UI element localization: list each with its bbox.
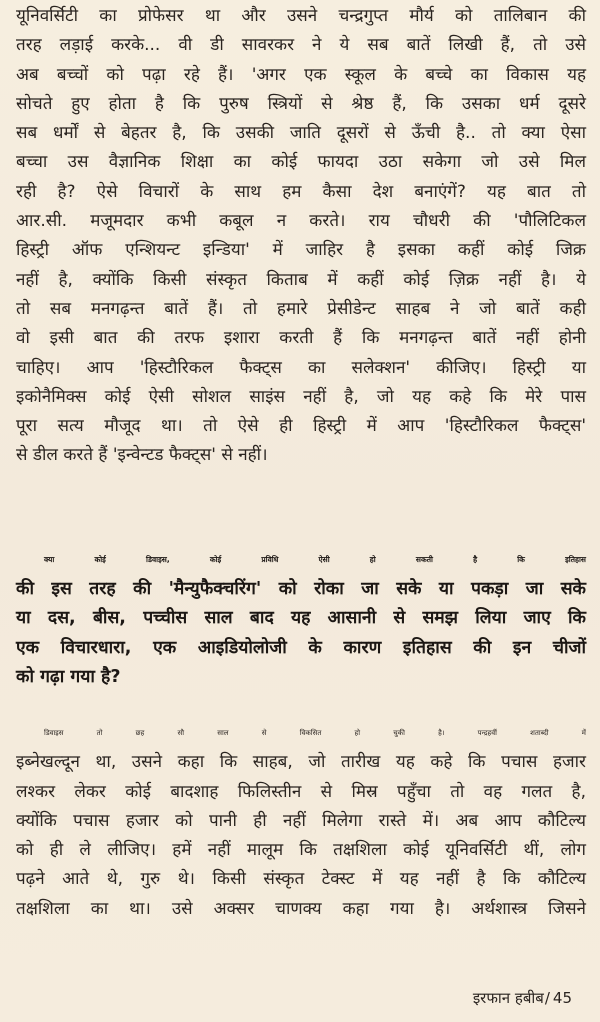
question-line: एक विचारधारा, एक आइडियोलोजी के कारण इतिहास की इन चीजों (16, 637, 586, 658)
footer-author: इरफान हबीब (472, 989, 544, 1007)
text-line: इब्नेखल्दून था, उसने कहा कि साहब, जो तारीख यह कहे कि पचास हजार (16, 752, 586, 773)
text-line: से डील करते हैं 'इन्वेन्टड फैक्ट्स' से नहीं। (16, 445, 268, 466)
page-footer (473, 988, 572, 1008)
text-line: तो सब मनगढ़न्त बातें हैं। तो हमारे प्रेसीडेन्ट साहब ने जो बातें कही (16, 298, 586, 319)
paragraph-1 (16, 2, 586, 471)
text-line: तक्षशिला का था। उसे अक्सर चाणक्य कहा गया है। अर्थशास्त्र जिसने (16, 898, 586, 919)
question-line: को गढ़ा गया है? (16, 667, 121, 687)
text-line: डिवाइस तो छह सौ साल से विकसित हो चुकी है। पन्द्रहवीं शताब्दी में (44, 729, 586, 737)
text-line: क्योंकि पचास हजार को पानी ही नहीं मिलेगा रास्ते में। अब आप कौटिल्य (16, 810, 586, 831)
interview-question (16, 545, 586, 693)
text-line: वो इसी बात की तरफ इशारा करती हैं कि मनगढ़न्त बातें नहीं होनी (16, 328, 586, 349)
question-line: या दस, बीस, पच्चीस साल बाद यह आसानी से समझ लिया जाए कि (16, 608, 586, 628)
text-line: पूरा सत्य मौजूद था। तो ऐसे ही हिस्ट्री में आप 'हिस्टौरिकल फैक्ट्स' (16, 416, 586, 437)
text-line: हिस्ट्री ऑफ एन्शियन्ट इन्डिया' में जाहिर है इसका कहीं कोई जिक्र (16, 240, 586, 261)
text-line: रही है? ऐसे विचारों के साथ हम कैसा देश बनाएंगें? यह बात तो (16, 181, 586, 202)
question-line: क्या कोई डिवाइस, कोई प्रविधि ऐसी हो सकती है कि इतिहास (44, 555, 586, 564)
text-line: लश्कर लेकर कोई बादशाह फिलिस्तीन से मिस्र पहुँचा तो वह गलत है, (16, 781, 586, 802)
text-line: यूनिवर्सिटी का प्रोफेसर था और उसने चन्द्रगुप्त मौर्य को तालिबान की (16, 6, 586, 26)
text-line: सोचते हुए होता है कि पुरुष स्त्रियों से श्रेष्ठ हैं, कि उसका धर्म दूसरे (16, 93, 586, 114)
text-line: इकोनैमिक्स कोई ऐसी सोशल साइंस नहीं है, जो यह कहे कि मेरे पास (16, 386, 586, 407)
text-line: नहीं है, क्योंकि किसी संस्कृत किताब में कहीं कोई ज़िक्र नहीं है। ये (16, 269, 586, 290)
text-line: अब बच्चों को पढ़ा रहे हैं। 'अगर एक स्कूल के बच्चे का विकास यह (16, 64, 586, 85)
paragraph-2 (16, 719, 586, 924)
text-line: सब धर्मों से बेहतर है, कि उसकी जाति दूसरों से ऊँची है.. तो क्या ऐसा (16, 123, 586, 144)
text-line: पढ़ने आते थे, गुरु थे। किसी संस्कृत टेक्स्ट में यह नहीं है कि कौटिल्य (16, 869, 586, 890)
text-line: चाहिए। आप 'हिस्टौरिकल फैक्ट्स का सलेक्शन' कीजिए। हिस्ट्री या (16, 357, 586, 378)
text-line: बच्चा उस वैज्ञानिक शिक्षा का कोई फायदा उठा सकेगा जो उसे मिल (16, 152, 586, 173)
text-line: आर.सी. मजूमदार कभी कबूल न करते। राय चौधरी की 'पौलिटिकल (16, 211, 586, 232)
text-line: को ही ले लीजिए। हमें नहीं मालूम कि तक्षशिला कोई यूनिवर्सिटी थीं, लोग (16, 840, 586, 861)
page-number: 45 (552, 989, 572, 1007)
text-line: तरह लड़ाई करके... वी डी सावरकर ने ये सब बातें लिखी हैं, तो उसे (16, 35, 586, 56)
question-line: की इस तरह की 'मैन्युफैक्चरिंग' को रोका जा सके या पकड़ा जा सके (16, 578, 586, 599)
footer-separator: / (544, 989, 550, 1007)
